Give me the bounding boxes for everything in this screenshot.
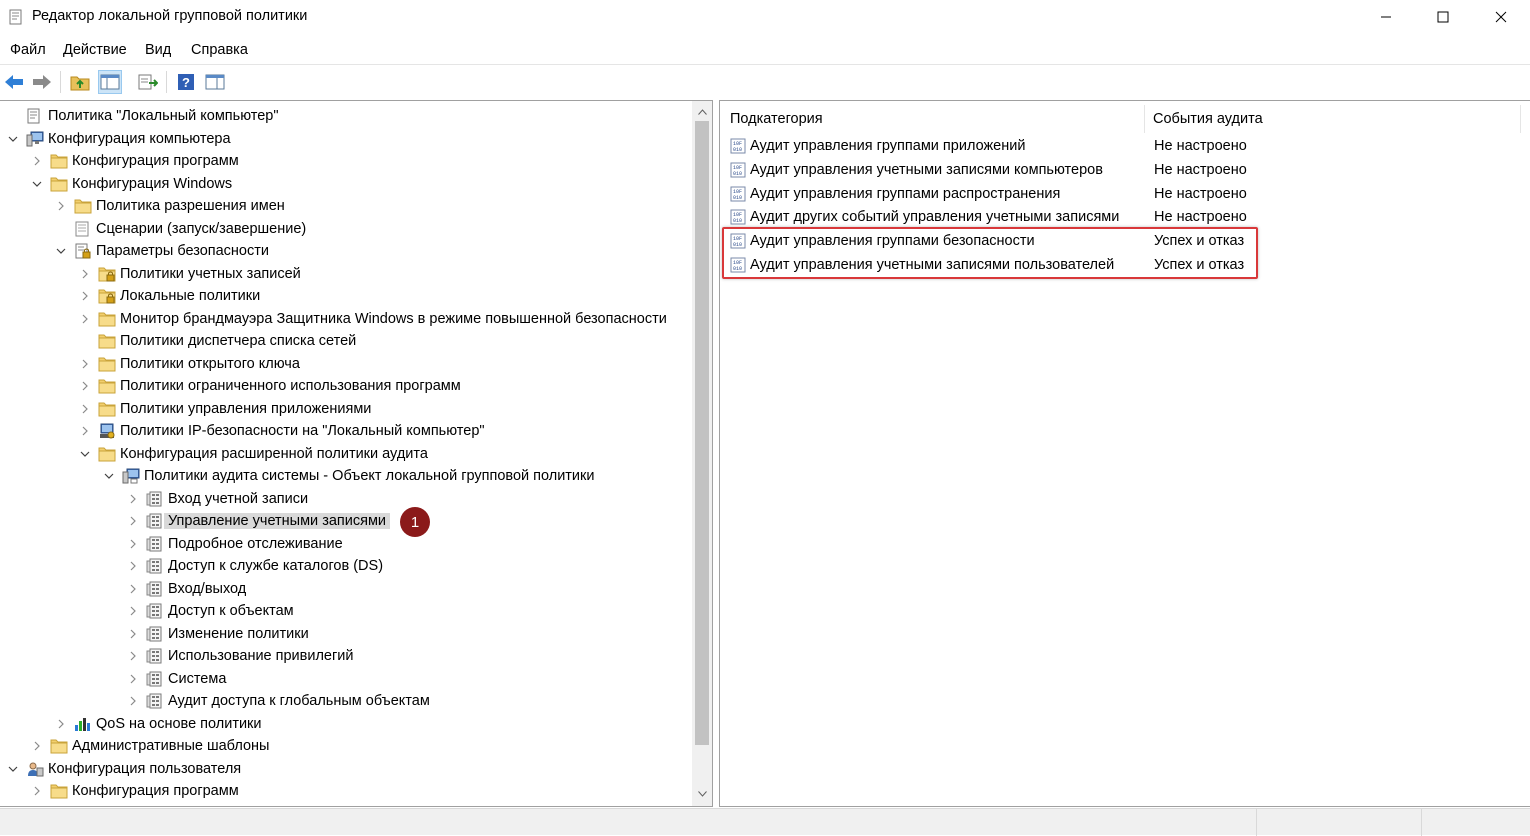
audit-events-value: Успех и отказ: [1154, 257, 1245, 273]
status-divider: [1256, 809, 1257, 836]
tree-node-label: Политики диспетчера списка сетей: [120, 333, 357, 349]
audit-category-icon: [146, 581, 164, 597]
folder-icon: [98, 333, 116, 349]
tree-node[interactable]: [0, 488, 690, 510]
ip-security-icon: [98, 423, 116, 439]
svg-text:10F: 10F: [733, 188, 743, 195]
audit-setting-icon: [730, 186, 746, 202]
tree-node[interactable]: [0, 128, 690, 150]
menu-help[interactable]: Справка: [191, 42, 248, 58]
qos-chart-icon: [74, 716, 92, 732]
audit-category-icon: [146, 693, 164, 709]
audit-category-icon: [146, 603, 164, 619]
tree-node[interactable]: [0, 758, 690, 780]
tree-node-label: Доступ к объектам: [168, 603, 294, 619]
maximize-icon: [1437, 11, 1449, 23]
tree-node[interactable]: [0, 735, 690, 757]
window-title: Редактор локальной групповой политики: [32, 8, 308, 24]
tree-node[interactable]: [0, 713, 690, 735]
subcategory-name: Аудит других событий управления учетными записями: [750, 209, 1120, 226]
tree-node[interactable]: [0, 308, 690, 330]
tree-node-label: Система: [168, 670, 227, 687]
help-button[interactable]: [174, 70, 198, 94]
tree-node-label: QoS на основе политики: [96, 715, 262, 732]
chevron-right-icon[interactable]: [78, 402, 92, 416]
locked-folder-icon: [98, 288, 116, 304]
tree-node[interactable]: [0, 555, 690, 577]
folder-icon: [50, 783, 68, 799]
maximize-button[interactable]: [1414, 0, 1472, 34]
audit-policy-icon: [122, 468, 140, 484]
locked-folder-icon: [98, 266, 116, 282]
tree-node-label: Политики учетных записей: [120, 265, 301, 282]
chevron-down-icon[interactable]: [54, 244, 68, 258]
tree-node-label: Доступ к службе каталогов (DS): [168, 558, 384, 574]
minimize-button[interactable]: [1357, 0, 1415, 34]
status-bar: [0, 808, 1530, 835]
up-button[interactable]: [68, 70, 92, 94]
tree-node-label: Политики управления приложениями: [120, 400, 372, 417]
tree-node[interactable]: [0, 218, 690, 240]
column-divider[interactable]: [1144, 105, 1145, 133]
chevron-down-icon[interactable]: [6, 762, 20, 776]
chevron-right-icon[interactable]: [126, 672, 140, 686]
tree-node[interactable]: [0, 330, 690, 352]
tree-node[interactable]: [0, 240, 690, 262]
tree-node[interactable]: [0, 623, 690, 645]
details-pane[interactable]: [719, 100, 1530, 807]
tree-node-label: Политика "Локальный компьютер": [48, 108, 279, 124]
chevron-right-icon[interactable]: [30, 784, 44, 798]
audit-events-value: Не настроено: [1154, 209, 1247, 226]
back-button[interactable]: [2, 70, 26, 94]
minimize-icon: [1380, 11, 1392, 23]
user-icon: [26, 761, 44, 777]
column-header-subcategory[interactable]: Подкатегория: [730, 111, 823, 127]
chevron-right-icon[interactable]: [126, 627, 140, 641]
tree-node-label: Вход/выход: [168, 580, 247, 597]
subcategory-name: Аудит управления учетными записями компьютеров: [750, 161, 1103, 178]
tree-node[interactable]: [0, 285, 690, 307]
audit-events-value: Успех и отказ: [1154, 233, 1245, 250]
tree-node-label: Управление учетными записями: [164, 513, 390, 529]
scroll-up-icon[interactable]: [692, 103, 712, 121]
tree-node-label: Политики IP-безопасности на "Локальный компьютер": [120, 423, 485, 439]
tree-node-label: Монитор брандмауэра Защитника Windows в режиме повышенной безопасности: [120, 310, 667, 327]
audit-category-icon: [146, 626, 164, 642]
policy-editor-icon: [8, 9, 24, 25]
chevron-right-icon[interactable]: [78, 312, 92, 326]
chevron-right-icon[interactable]: [126, 514, 140, 528]
step-badge: 1: [400, 507, 430, 537]
svg-text:10F: 10F: [733, 212, 743, 219]
list-item[interactable]: [728, 135, 1518, 157]
export-list-button[interactable]: [136, 70, 160, 94]
chevron-down-icon[interactable]: [102, 469, 116, 483]
computer-icon: [26, 131, 44, 147]
folder-icon: [98, 378, 116, 394]
folder-icon: [98, 401, 116, 417]
subcategory-name: Аудит управления группами распространения: [750, 185, 1061, 202]
status-divider: [1421, 809, 1422, 836]
audit-events-value: Не настроено: [1154, 138, 1247, 154]
script-icon: [74, 221, 92, 237]
security-settings-icon: [74, 243, 92, 259]
chevron-right-icon[interactable]: [54, 199, 68, 213]
chevron-down-icon[interactable]: [78, 447, 92, 461]
menu-file[interactable]: Файл: [10, 42, 46, 58]
tree-node[interactable]: [0, 150, 690, 172]
chevron-right-icon[interactable]: [126, 492, 140, 506]
up-folder-icon: [70, 73, 90, 91]
tree-node[interactable]: [0, 533, 690, 555]
chevron-down-icon[interactable]: [30, 177, 44, 191]
chevron-right-icon[interactable]: [78, 357, 92, 371]
svg-text:10F: 10F: [733, 141, 743, 147]
folder-icon: [50, 176, 68, 192]
svg-text:10F: 10F: [733, 260, 743, 266]
chevron-right-icon[interactable]: [30, 739, 44, 753]
svg-text:010: 010: [733, 170, 743, 177]
audit-category-icon: [146, 536, 164, 552]
svg-text:010: 010: [733, 266, 743, 272]
tree-node-label: Конфигурация программ: [72, 783, 239, 799]
svg-text:010: 010: [733, 147, 743, 153]
highlight-annotation: [722, 227, 1258, 279]
tree-node[interactable]: [0, 173, 690, 195]
scrollbar-thumb[interactable]: [695, 121, 709, 745]
chevron-right-icon[interactable]: [126, 604, 140, 618]
svg-text:10F: 10F: [733, 236, 743, 243]
chevron-right-icon[interactable]: [126, 582, 140, 596]
svg-text:10F: 10F: [733, 164, 743, 171]
chevron-right-icon[interactable]: [54, 717, 68, 731]
tree-node[interactable]: [0, 645, 690, 667]
scroll-down-icon[interactable]: [692, 785, 712, 803]
svg-text:010: 010: [733, 218, 743, 225]
tree-node-label: Конфигурация компьютера: [48, 130, 231, 147]
toolbar-separator: [166, 71, 167, 93]
tree-node-label: Административные шаблоны: [72, 738, 270, 754]
close-button[interactable]: [1472, 0, 1530, 34]
toolbar-separator: [60, 71, 61, 93]
tree-node[interactable]: [0, 668, 690, 690]
tree-node-label: Конфигурация расширенной политики аудита: [120, 445, 428, 462]
menu-action[interactable]: Действие: [63, 42, 127, 58]
audit-category-icon: [146, 558, 164, 574]
folder-icon: [50, 738, 68, 754]
audit-category-icon: [146, 671, 164, 687]
tree-node-label: Подробное отслеживание: [168, 535, 343, 552]
forward-button[interactable]: [30, 70, 54, 94]
folder-icon: [74, 198, 92, 214]
tree-node[interactable]: [0, 105, 690, 127]
chevron-right-icon[interactable]: [126, 649, 140, 663]
list-item[interactable]: [728, 206, 1518, 228]
tree-node[interactable]: [0, 195, 690, 217]
tree-node-label: Конфигурация Windows: [72, 175, 233, 192]
menu-view[interactable]: Вид: [145, 42, 172, 58]
svg-text:?: ?: [182, 75, 190, 90]
chevron-right-icon[interactable]: [78, 424, 92, 438]
audit-events-value: Не настроено: [1154, 161, 1247, 178]
back-icon: [4, 74, 24, 90]
tree-node[interactable]: [0, 398, 690, 420]
folder-icon: [98, 311, 116, 327]
chevron-right-icon[interactable]: [126, 559, 140, 573]
help-icon: [177, 73, 195, 91]
audit-category-icon: [146, 513, 164, 529]
tree-node-label: Политики открытого ключа: [120, 355, 300, 372]
audit-category-icon: [146, 491, 164, 507]
tree-node[interactable]: [0, 465, 690, 487]
menu-bar: [0, 38, 1530, 62]
export-list-icon: [138, 74, 158, 90]
properties-icon: [205, 74, 225, 90]
tree-node[interactable]: [0, 690, 690, 712]
audit-category-icon: [146, 648, 164, 664]
tree-node-label: Параметры безопасности: [96, 243, 269, 259]
policy-icon: [26, 108, 44, 124]
chevron-down-icon[interactable]: [6, 132, 20, 146]
svg-text:010: 010: [733, 194, 743, 201]
chevron-right-icon[interactable]: [78, 379, 92, 393]
close-icon: [1495, 11, 1507, 23]
audit-setting-icon: [730, 138, 746, 154]
tree-node-label: Вход учетной записи: [168, 490, 309, 507]
tree-node[interactable]: [0, 353, 690, 375]
show-hide-tree-icon: [100, 74, 120, 90]
folder-icon: [98, 356, 116, 372]
column-header-audit-events[interactable]: События аудита: [1153, 111, 1263, 127]
tree-node-label: Сценарии (запуск/завершение): [96, 220, 307, 237]
tree-scrollbar[interactable]: [692, 101, 712, 806]
tree-node-label: Использование привилегий: [168, 648, 354, 664]
tree-node-label: Изменение политики: [168, 625, 309, 642]
tree-node-label: Локальные политики: [120, 288, 261, 304]
tree-node-label: Аудит доступа к глобальным объектам: [168, 693, 430, 709]
chevron-right-icon[interactable]: [126, 694, 140, 708]
svg-text:010: 010: [733, 242, 743, 249]
tree-node-label: Политики ограниченного использования программ: [120, 378, 461, 394]
tree-node-label: Конфигурация программ: [72, 153, 239, 169]
chevron-right-icon[interactable]: [126, 537, 140, 551]
tree-node[interactable]: [0, 263, 690, 285]
audit-events-value: Не настроено: [1154, 185, 1247, 202]
tree-node[interactable]: [0, 443, 690, 465]
column-divider[interactable]: [1520, 105, 1521, 133]
tree-node[interactable]: [0, 510, 690, 532]
tree-node[interactable]: [0, 375, 690, 397]
tree-node-label: Политики аудита системы - Объект локальной групповой политики: [144, 468, 595, 484]
chevron-right-icon[interactable]: [78, 289, 92, 303]
folder-icon: [98, 446, 116, 462]
chevron-right-icon[interactable]: [78, 267, 92, 281]
list-item[interactable]: [728, 159, 1518, 181]
chevron-right-icon[interactable]: [30, 154, 44, 168]
list-item[interactable]: [728, 183, 1518, 205]
tree-node-label: Политика разрешения имен: [96, 198, 285, 214]
show-hide-tree-button[interactable]: [98, 70, 122, 94]
subcategory-name: Аудит управления учетными записями пользователей: [750, 257, 1115, 273]
subcategory-name: Аудит управления группами приложений: [750, 138, 1026, 154]
title-bar: [0, 0, 1530, 34]
folder-icon: [50, 153, 68, 169]
audit-setting-icon: [730, 209, 746, 225]
tree-node[interactable]: [0, 420, 690, 442]
tree-node[interactable]: [0, 780, 690, 802]
toolbar: [0, 64, 1530, 98]
tree-node[interactable]: [0, 578, 690, 600]
forward-icon: [32, 74, 52, 90]
properties-button[interactable]: [203, 70, 227, 94]
tree-node-label: Конфигурация пользователя: [48, 760, 242, 777]
subcategory-name: Аудит управления группами безопасности: [750, 233, 1035, 250]
audit-setting-icon: [730, 162, 746, 178]
tree-node[interactable]: [0, 600, 690, 622]
console-tree[interactable]: [0, 100, 713, 807]
